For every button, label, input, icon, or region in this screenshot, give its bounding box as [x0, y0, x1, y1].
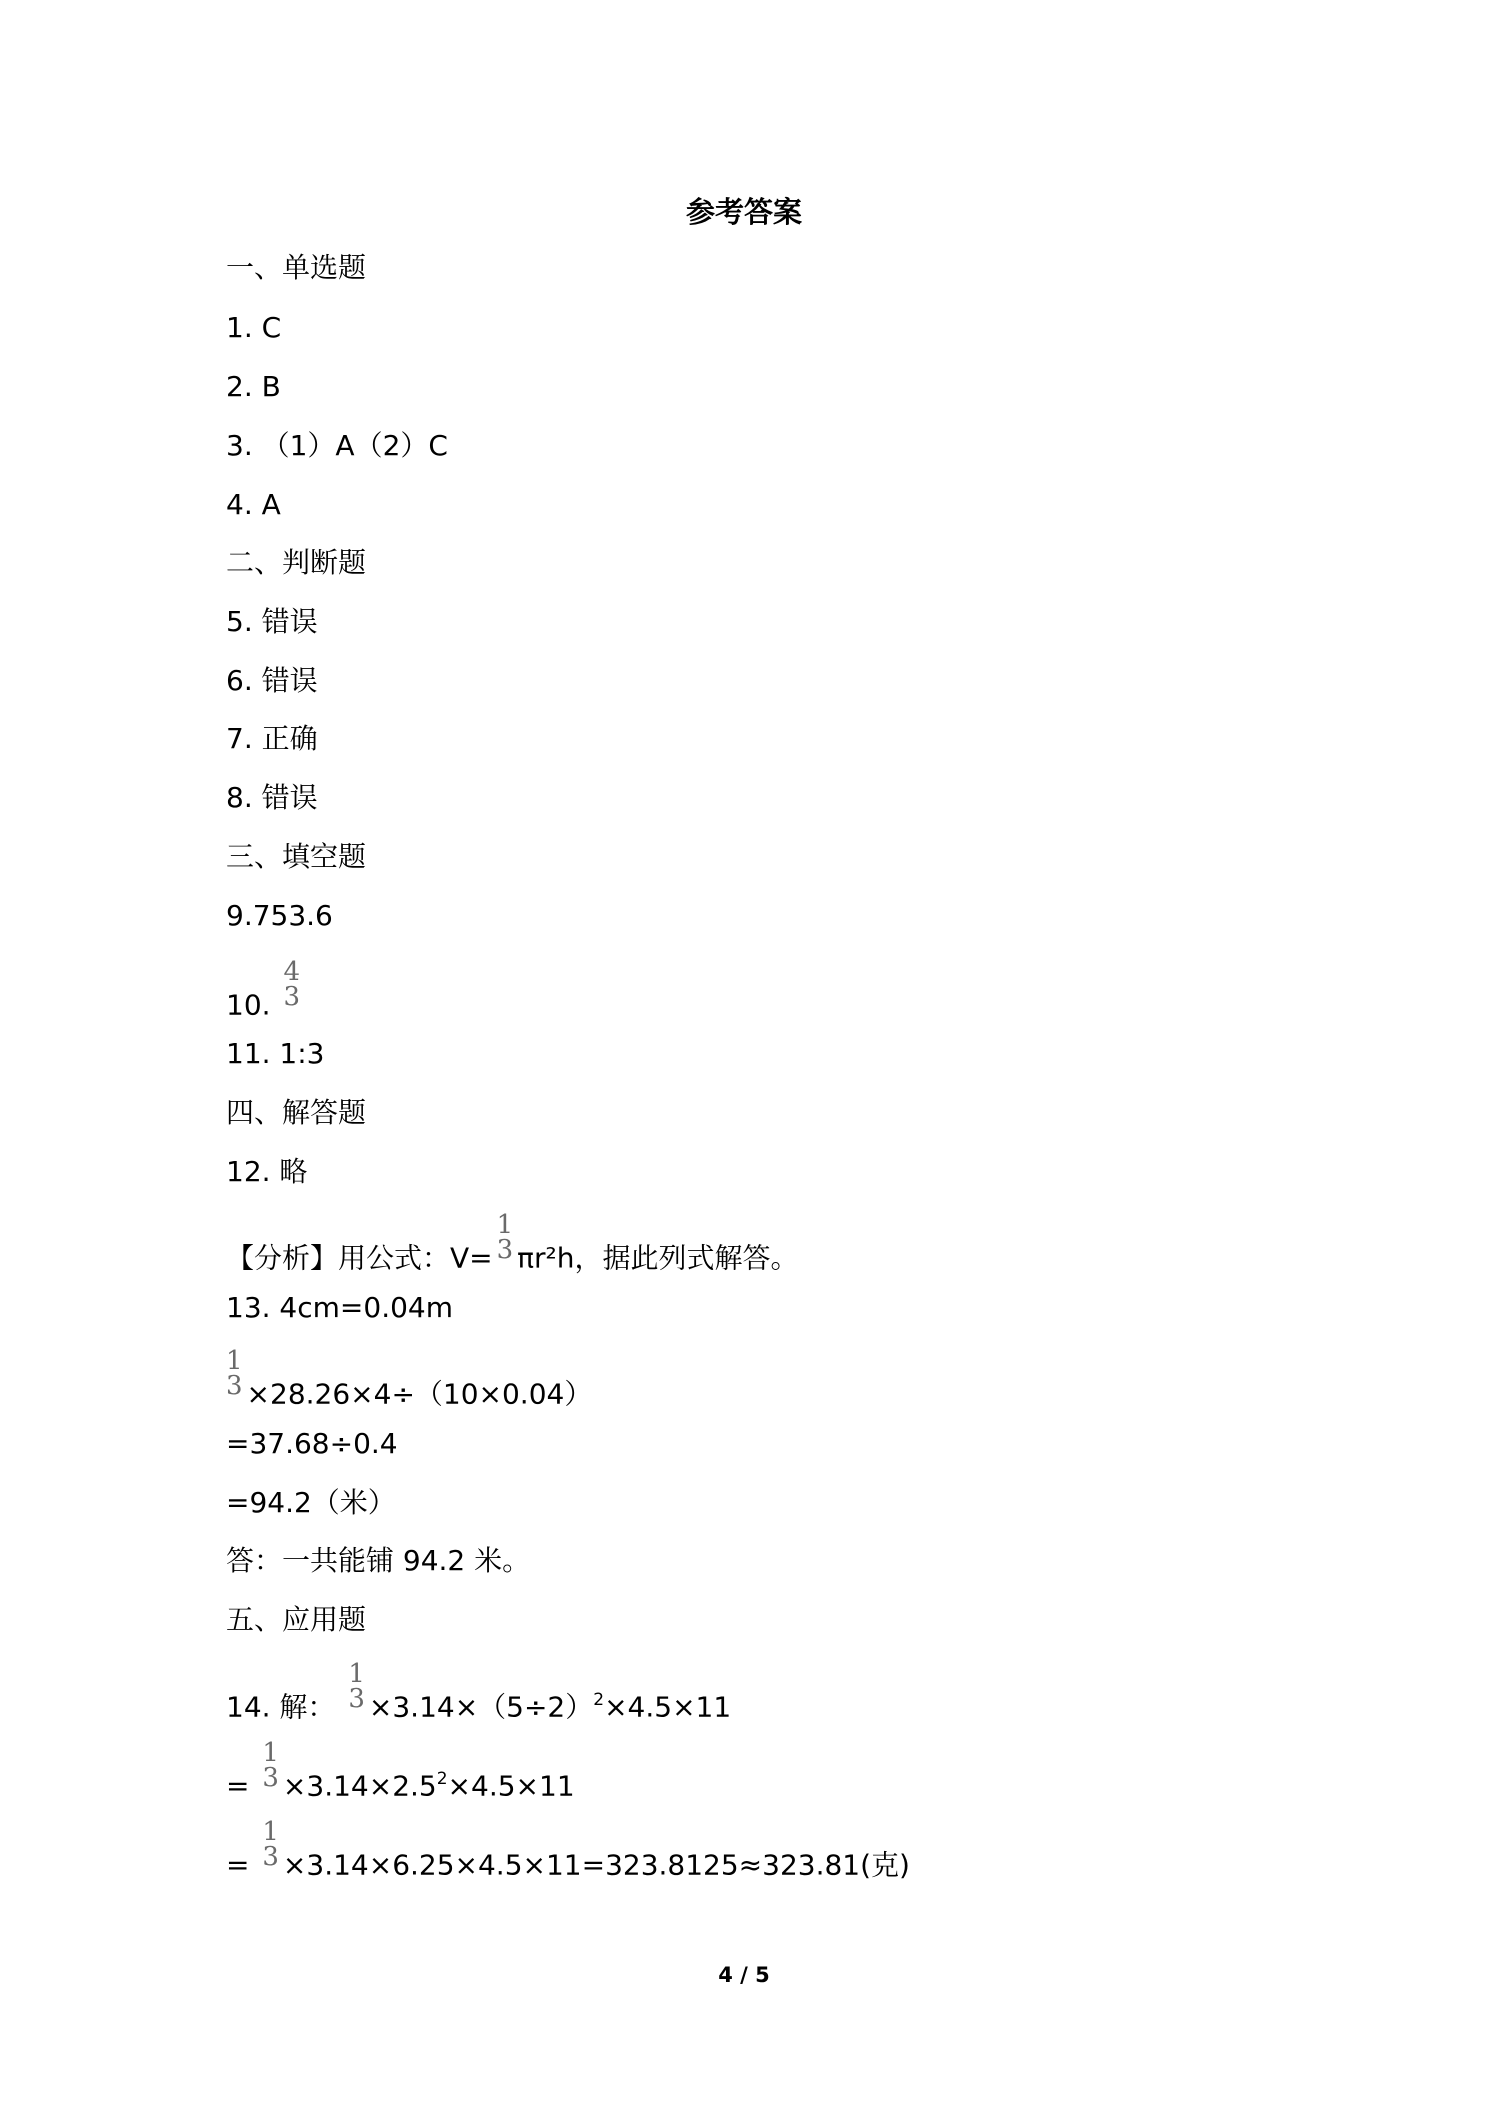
fraction-numerator: 4	[283, 957, 300, 987]
section-heading-true-false: 二、判断题	[226, 546, 367, 579]
fraction-denominator: 3	[262, 1841, 279, 1872]
fraction-denominator: 3	[348, 1683, 365, 1714]
fraction-numerator: 1	[348, 1659, 365, 1689]
answer-11: 11. 1:3	[226, 1037, 325, 1070]
analysis-prefix: 【分析】用公式：V=	[226, 1241, 493, 1275]
answer-14-prefix: 14. 解：	[226, 1690, 345, 1724]
section-heading-application: 五、应用题	[226, 1603, 367, 1636]
answer-14-end: ×4.5×11	[604, 1690, 732, 1724]
fraction-denominator: 3	[283, 981, 300, 1012]
answer-1: 1. C	[226, 311, 282, 344]
calc-line-1-expression: ×28.26×4÷（10×0.04）	[246, 1377, 593, 1411]
answer-14-line-3	[226, 1817, 910, 1891]
answer-13-conclusion: 答：一共能铺 94.2 米。	[226, 1544, 531, 1577]
answer-10	[226, 957, 304, 1031]
answer-9: 9.753.6	[226, 899, 333, 932]
exponent: 2	[593, 1689, 605, 1710]
answer-14-line-2-mid: ×3.14×2.5	[282, 1769, 437, 1803]
fraction-one-third	[262, 1817, 279, 1872]
fraction-numerator: 1	[262, 1738, 279, 1768]
fraction-four-thirds	[283, 957, 300, 1012]
fraction-one-third	[226, 1346, 243, 1401]
calc-line-1	[226, 1346, 593, 1420]
fraction-denominator: 3	[262, 1762, 279, 1793]
answer-14-mid: ×3.14×（5÷2）	[368, 1690, 594, 1724]
answer-10-number: 10.	[226, 988, 280, 1022]
answer-14-line-2	[226, 1738, 575, 1812]
fraction-denominator: 3	[226, 1370, 243, 1401]
answer-14-line-1	[226, 1659, 732, 1733]
answer-8: 8. 错误	[226, 781, 318, 814]
fraction-one-third	[262, 1738, 279, 1793]
answer-14-line-3-end: ×3.14×6.25×4.5×11=323.8125≈323.81(克)	[282, 1848, 910, 1882]
fraction-numerator: 1	[226, 1346, 243, 1376]
answer-7: 7. 正确	[226, 722, 318, 755]
equals-sign: =	[226, 1769, 259, 1803]
page-title: 参考答案	[685, 195, 802, 229]
fraction-numerator: 1	[496, 1210, 514, 1240]
calc-line-2: =37.68÷0.4	[226, 1427, 398, 1460]
answer-3: 3. （1）A（2）C	[226, 429, 448, 462]
page-number: 4 / 5	[718, 1963, 770, 1987]
fraction-numerator: 1	[262, 1817, 279, 1847]
answer-14-line-2-end: ×4.5×11	[447, 1769, 575, 1803]
section-heading-fill-blank: 三、填空题	[226, 840, 367, 873]
section-heading-single-choice: 一、单选题	[226, 251, 367, 284]
calc-line-3: =94.2（米）	[226, 1486, 396, 1519]
section-heading-problem-solving: 四、解答题	[226, 1096, 367, 1129]
answer-13: 13. 4cm=0.04m	[226, 1291, 453, 1324]
equals-sign: =	[226, 1848, 259, 1882]
answer-6: 6. 错误	[226, 664, 318, 697]
fraction-one-third	[348, 1659, 365, 1714]
answer-12: 12. 略	[226, 1155, 308, 1188]
answer-5: 5. 错误	[226, 605, 318, 638]
fraction-denominator: 3	[496, 1234, 514, 1265]
analysis-suffix: πr²h，据此列式解答。	[517, 1241, 799, 1275]
answer-2: 2. B	[226, 370, 281, 403]
analysis-line	[226, 1210, 799, 1284]
answer-4: 4. A	[226, 488, 281, 521]
fraction-one-third	[496, 1210, 514, 1265]
exponent: 2	[436, 1768, 448, 1789]
